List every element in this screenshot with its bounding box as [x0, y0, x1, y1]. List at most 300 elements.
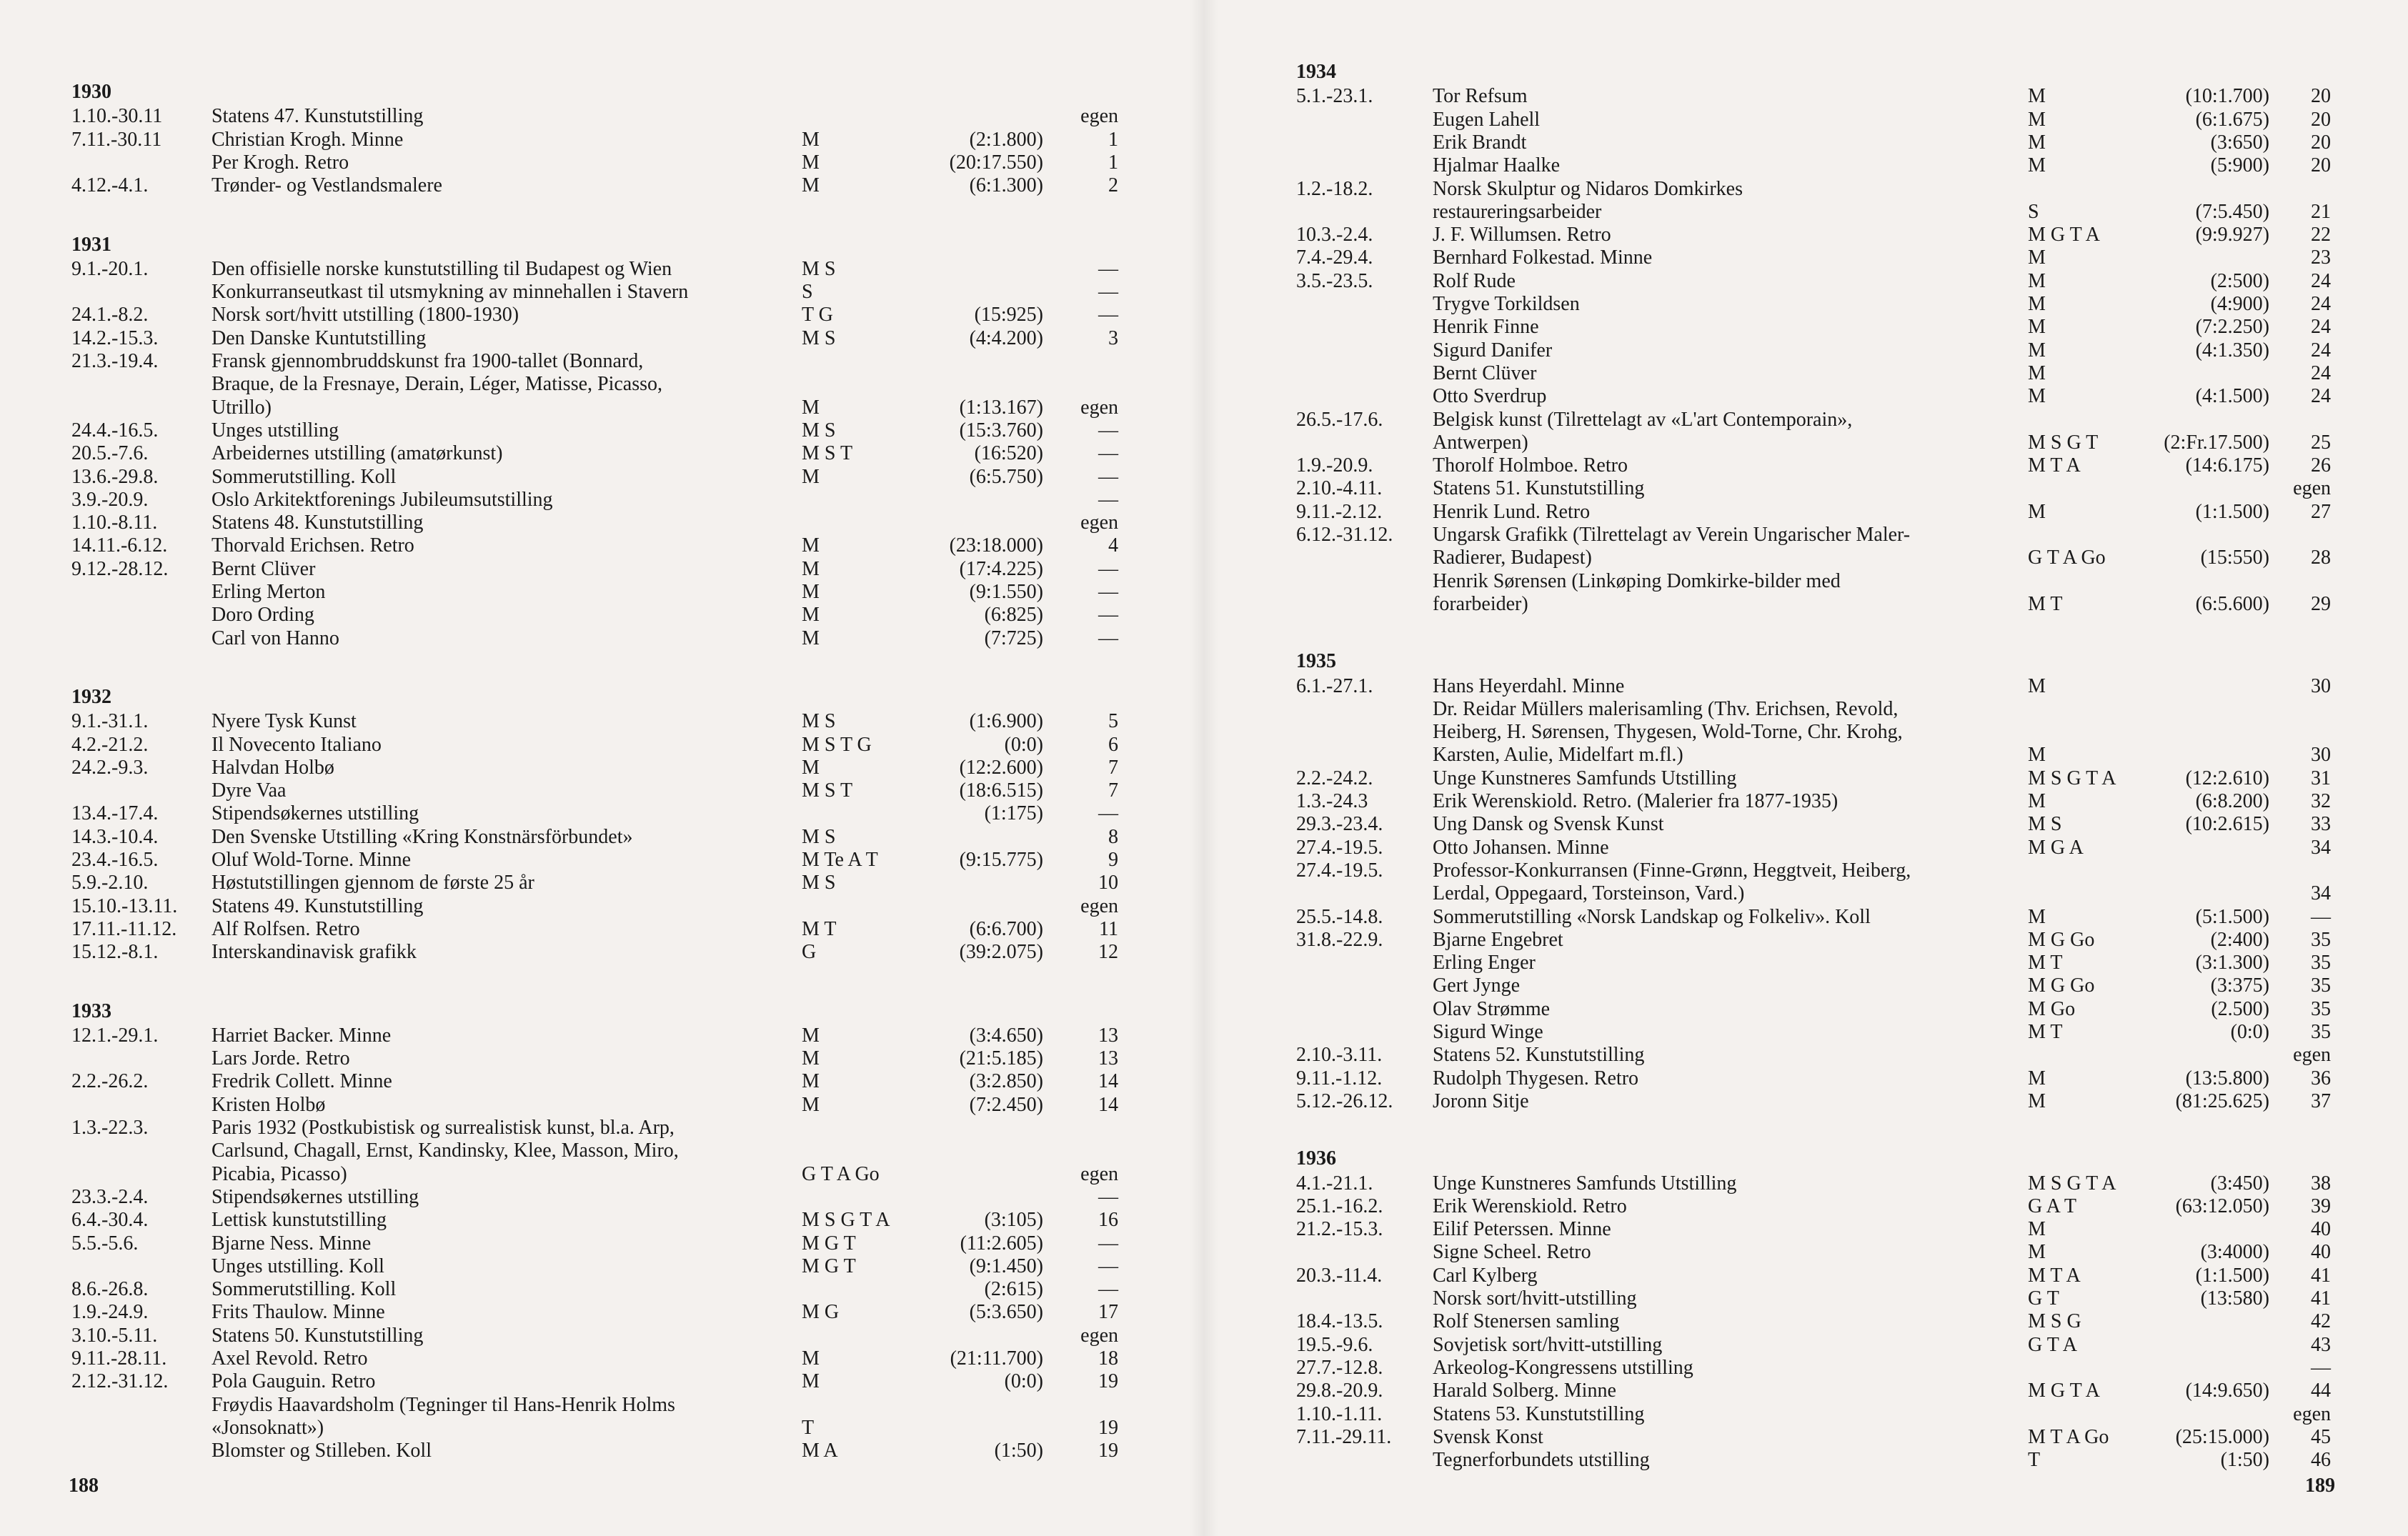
- right-page: [1204, 0, 2408, 1536]
- exhibition-dates: 5.9.-2.10.: [71, 872, 149, 894]
- media-codes: M G T: [802, 1232, 856, 1255]
- works-sold-count: (15:550): [2200, 547, 2269, 569]
- exhibition-dates: 7.11.-30.11: [71, 128, 162, 151]
- catalogue-ref: —: [2311, 1356, 2331, 1379]
- works-sold-count: (0:0): [1004, 733, 1043, 756]
- exhibition-title: Arkeolog-Kongressens utstilling: [1433, 1356, 1693, 1379]
- exhibition-title: Frits Thaulow. Minne: [212, 1301, 385, 1324]
- exhibition-dates: 19.5.-9.6.: [1296, 1333, 1373, 1356]
- exhibition-dates: 14.11.-6.12.: [71, 534, 168, 557]
- exhibition-dates: 10.3.-2.4.: [1296, 224, 1373, 246]
- exhibition-row: [0, 512, 1204, 534]
- catalogue-ref: 35: [2311, 997, 2331, 1020]
- catalogue-ref: 1: [1108, 151, 1118, 174]
- catalogue-ref: —: [1098, 442, 1118, 465]
- exhibition-title: Braque, de la Fresnaye, Derain, Léger, Matisse, Picasso,: [212, 373, 663, 396]
- exhibition-title: Statens 51. Kunstutstilling: [1433, 477, 1645, 500]
- exhibition-dates: 25.1.-16.2.: [1296, 1195, 1383, 1217]
- works-sold-count: (7:2.450): [969, 1093, 1043, 1116]
- works-sold-count: (3:4000): [2200, 1241, 2269, 1264]
- media-codes: M Te A T: [802, 849, 878, 871]
- exhibition-row: [0, 304, 1204, 326]
- media-codes: M S: [802, 872, 836, 894]
- exhibition-dates: 29.8.-20.9.: [1296, 1380, 1383, 1402]
- exhibition-title: Arbeidernes utstilling (amatørkunst): [212, 442, 503, 465]
- exhibition-title: forarbeider): [1433, 592, 1528, 615]
- works-sold-count: (3:105): [984, 1209, 1043, 1232]
- exhibition-title: Eugen Lahell: [1433, 108, 1541, 131]
- media-codes: M: [2028, 339, 2046, 361]
- exhibition-dates: 2.12.-31.12.: [71, 1370, 169, 1393]
- works-sold-count: (6:5.600): [2195, 592, 2269, 615]
- exhibition-row: [1204, 570, 2408, 593]
- catalogue-ref: 7: [1108, 779, 1118, 802]
- exhibition-row: [1204, 998, 2408, 1021]
- catalogue-ref: 31: [2311, 767, 2331, 789]
- works-sold-count: (1:6.900): [969, 710, 1043, 733]
- exhibition-dates: 6.4.-30.4.: [71, 1209, 149, 1232]
- works-sold-count: (3:4.650): [969, 1024, 1043, 1047]
- exhibition-title: Nyere Tysk Kunst: [212, 710, 357, 733]
- exhibition-row: [1204, 1021, 2408, 1044]
- exhibition-title: Svensk Konst: [1433, 1425, 1543, 1448]
- exhibition-row: [0, 1094, 1204, 1117]
- exhibition-row: [0, 1209, 1204, 1232]
- exhibition-dates: 20.5.-7.6.: [71, 442, 149, 465]
- catalogue-ref: 18: [1098, 1347, 1118, 1370]
- works-sold-count: (14:9.650): [2185, 1380, 2269, 1402]
- works-sold-count: (10:1.700): [2185, 85, 2269, 108]
- exhibition-row: [1204, 1172, 2408, 1195]
- catalogue-ref: —: [1098, 1255, 1118, 1277]
- exhibition-row: [1204, 1426, 2408, 1449]
- works-sold-count: (9:1.450): [969, 1255, 1043, 1277]
- catalogue-ref: 3: [1108, 326, 1118, 349]
- exhibition-row: [0, 1325, 1204, 1347]
- exhibition-title: Unges utstilling. Koll: [212, 1255, 384, 1277]
- catalogue-ref: 20: [2311, 85, 2331, 108]
- catalogue-ref: 24: [2311, 316, 2331, 339]
- media-codes: M G Go: [2028, 974, 2095, 997]
- exhibition-dates: 6.1.-27.1.: [1296, 674, 1373, 697]
- exhibition-title: Per Krogh. Retro: [212, 151, 349, 174]
- exhibition-dates: 13.6.-29.8.: [71, 465, 159, 488]
- exhibition-dates: 24.1.-8.2.: [71, 304, 149, 326]
- works-sold-count: (2:615): [984, 1278, 1043, 1301]
- exhibition-title: Unges utstilling: [212, 419, 339, 442]
- catalogue-ref: 34: [2311, 836, 2331, 859]
- catalogue-ref: —: [1098, 281, 1118, 304]
- catalogue-ref: —: [1098, 1232, 1118, 1255]
- exhibition-title: Henrik Sørensen (Linkøping Domkirke-bilder med: [1433, 569, 1841, 592]
- exhibition-dates: 5.1.-23.1.: [1296, 85, 1373, 108]
- catalogue-ref: 39: [2311, 1195, 2331, 1217]
- catalogue-ref: —: [1098, 488, 1118, 511]
- media-codes: M: [2028, 246, 2046, 269]
- media-codes: M: [2028, 269, 2046, 292]
- exhibition-row: [1204, 790, 2408, 813]
- media-codes: M S: [802, 710, 836, 733]
- media-codes: M: [802, 627, 820, 649]
- catalogue-ref: 10: [1098, 872, 1118, 894]
- media-codes: M: [802, 151, 820, 174]
- exhibition-title: Statens 47. Kunstutstilling: [212, 105, 424, 128]
- exhibition-row: [0, 442, 1204, 465]
- exhibition-row: [0, 918, 1204, 941]
- exhibition-row: [1204, 1380, 2408, 1402]
- catalogue-ref: egen: [1080, 1162, 1118, 1185]
- exhibition-row: [0, 779, 1204, 802]
- catalogue-ref: 38: [2311, 1172, 2331, 1195]
- catalogue-ref: 35: [2311, 952, 2331, 974]
- exhibition-row: [1204, 409, 2408, 432]
- media-codes: M: [802, 465, 820, 488]
- catalogue-ref: 46: [2311, 1449, 2331, 1472]
- year-heading: 1936: [1296, 1147, 1336, 1170]
- exhibition-dates: 9.1.-20.1.: [71, 257, 149, 280]
- works-sold-count: (1:50): [994, 1440, 1043, 1462]
- exhibition-title: Erik Werenskiold. Retro: [1433, 1195, 1627, 1217]
- exhibition-row: [1204, 1265, 2408, 1287]
- exhibition-row: [0, 1232, 1204, 1255]
- exhibition-title: Radierer, Budapest): [1433, 547, 1592, 569]
- exhibition-title: Statens 52. Kunstutstilling: [1433, 1044, 1645, 1067]
- exhibition-row: [1204, 1241, 2408, 1264]
- exhibition-title: Sigurd Winge: [1433, 1021, 1543, 1043]
- media-codes: M: [802, 604, 820, 627]
- media-codes: M S G: [2028, 1310, 2081, 1333]
- exhibition-dates: 4.2.-21.2.: [71, 733, 149, 756]
- works-sold-count: (21:11.700): [950, 1347, 1043, 1370]
- works-sold-count: (3:650): [2210, 131, 2269, 154]
- exhibition-dates: 1.10.-8.11.: [71, 512, 158, 534]
- exhibition-row: [0, 1255, 1204, 1278]
- catalogue-ref: 21: [2311, 200, 2331, 223]
- exhibition-row: [1204, 593, 2408, 616]
- catalogue-ref: egen: [2293, 1402, 2331, 1425]
- media-codes: M T A Go: [2028, 1425, 2109, 1448]
- exhibition-title: Oluf Wold-Torne. Minne: [212, 849, 412, 871]
- exhibition-title: Bernhard Folkestad. Minne: [1433, 246, 1653, 269]
- catalogue-ref: 41: [2311, 1264, 2331, 1287]
- exhibition-row: [0, 604, 1204, 627]
- exhibition-dates: 24.2.-9.3.: [71, 756, 149, 779]
- exhibition-row: [0, 849, 1204, 872]
- exhibition-title: Erling Enger: [1433, 952, 1536, 974]
- exhibition-title: Carl Kylberg: [1433, 1264, 1538, 1287]
- works-sold-count: (1:1.500): [2195, 1264, 2269, 1287]
- exhibition-row: [1204, 477, 2408, 500]
- year-heading: 1934: [1296, 61, 1336, 83]
- exhibition-row: [1204, 767, 2408, 790]
- exhibition-dates: 29.3.-23.4.: [1296, 813, 1383, 836]
- exhibition-title: Kristen Holbø: [212, 1093, 326, 1116]
- works-sold-count: (4:4.200): [969, 326, 1043, 349]
- catalogue-ref: 40: [2311, 1241, 2331, 1264]
- media-codes: M: [802, 396, 820, 419]
- exhibition-row: [1204, 974, 2408, 997]
- exhibition-title: Bernt Clüver: [1433, 361, 1537, 384]
- exhibition-title: Oslo Arkitektforenings Jubileumsutstilling: [212, 488, 553, 511]
- media-codes: G: [802, 941, 817, 964]
- media-codes: M S G T A: [802, 1209, 890, 1232]
- catalogue-ref: 30: [2311, 674, 2331, 697]
- exhibition-title: «Jonsoknatt»): [212, 1416, 324, 1439]
- catalogue-ref: 20: [2311, 108, 2331, 131]
- exhibition-title: Christian Krogh. Minne: [212, 128, 404, 151]
- media-codes: T: [2028, 1449, 2041, 1472]
- exhibition-row: [1204, 837, 2408, 859]
- exhibition-row: [0, 1301, 1204, 1324]
- exhibition-dates: 17.11.-11.12.: [71, 917, 177, 940]
- catalogue-ref: egen: [1080, 894, 1118, 917]
- media-codes: M: [2028, 674, 2046, 697]
- exhibition-row: [0, 757, 1204, 779]
- exhibition-row: [0, 1139, 1204, 1162]
- exhibition-dates: 4.12.-4.1.: [71, 174, 149, 197]
- exhibition-title: Erling Merton: [212, 581, 326, 603]
- works-sold-count: (5:3.650): [969, 1301, 1043, 1324]
- exhibition-row: [1204, 1403, 2408, 1426]
- media-codes: M: [2028, 905, 2046, 928]
- catalogue-ref: —: [1098, 257, 1118, 280]
- catalogue-ref: egen: [1080, 396, 1118, 419]
- media-codes: M: [2028, 1089, 2046, 1112]
- exhibition-title: Sigurd Danifer: [1433, 339, 1553, 361]
- exhibition-dates: 1.9.-24.9.: [71, 1301, 149, 1324]
- works-sold-count: (6:1.300): [969, 174, 1043, 197]
- works-sold-count: (18:6.515): [959, 779, 1043, 802]
- exhibition-row: [0, 397, 1204, 419]
- works-sold-count: (13:580): [2200, 1287, 2269, 1310]
- media-codes: M: [802, 534, 820, 557]
- page-number-left: 188: [69, 1475, 99, 1497]
- catalogue-ref: 37: [2311, 1089, 2331, 1112]
- exhibition-dates: 27.4.-19.5.: [1296, 836, 1383, 859]
- media-codes: G A T: [2028, 1195, 2076, 1217]
- media-codes: M S: [2028, 813, 2062, 836]
- exhibition-dates: 23.4.-16.5.: [71, 849, 159, 871]
- exhibition-dates: 7.11.-29.11.: [1296, 1425, 1392, 1448]
- exhibition-dates: 14.2.-15.3.: [71, 326, 159, 349]
- exhibition-title: J. F. Willumsen. Retro: [1433, 224, 1611, 246]
- exhibition-title: Tegnerforbundets utstilling: [1433, 1449, 1650, 1472]
- exhibition-row: [0, 419, 1204, 442]
- works-sold-count: (2:1.800): [969, 128, 1043, 151]
- catalogue-ref: 24: [2311, 269, 2331, 292]
- exhibition-row: [0, 151, 1204, 174]
- catalogue-ref: 43: [2311, 1333, 2331, 1356]
- exhibition-title: Norsk Skulptur og Nidaros Domkirkes: [1433, 177, 1743, 200]
- works-sold-count: (63:12.050): [2175, 1195, 2269, 1217]
- exhibition-row: [1204, 1218, 2408, 1241]
- exhibition-dates: 3.5.-23.5.: [1296, 269, 1373, 292]
- exhibition-title: Rolf Rude: [1433, 269, 1516, 292]
- exhibition-title: Eilif Peterssen. Minne: [1433, 1218, 1611, 1241]
- media-codes: S: [802, 281, 813, 304]
- catalogue-ref: 20: [2311, 131, 2331, 154]
- exhibition-row: [1204, 952, 2408, 974]
- exhibition-title: Fransk gjennombruddskunst fra 1900-tallet (Bonnard,: [212, 350, 644, 372]
- media-codes: M G: [802, 1301, 840, 1324]
- exhibition-title: Thorolf Holmboe. Retro: [1433, 454, 1628, 477]
- media-codes: T G: [802, 304, 833, 326]
- catalogue-ref: 6: [1108, 733, 1118, 756]
- exhibition-title: Fredrik Collett. Minne: [212, 1070, 392, 1093]
- exhibition-row: [0, 534, 1204, 557]
- catalogue-ref: 13: [1098, 1047, 1118, 1070]
- exhibition-dates: 2.10.-4.11.: [1296, 477, 1383, 500]
- exhibition-title: Norsk sort/hvitt utstilling (1800-1930): [212, 304, 519, 326]
- exhibition-title: Ungarsk Grafikk (Tilrettelagt av Verein Ungarischer Maler-: [1433, 524, 1911, 546]
- media-codes: G T A Go: [802, 1162, 880, 1185]
- exhibition-title: Sommerutstilling. Koll: [212, 1278, 397, 1301]
- media-codes: M: [802, 174, 820, 197]
- exhibition-dates: 27.4.-19.5.: [1296, 859, 1383, 882]
- works-sold-count: (7:2.250): [2195, 316, 2269, 339]
- catalogue-ref: 24: [2311, 293, 2331, 315]
- exhibition-title: Unge Kunstneres Samfunds Utstilling: [1433, 767, 1737, 789]
- catalogue-ref: egen: [1080, 512, 1118, 534]
- works-sold-count: (6:5.750): [969, 465, 1043, 488]
- catalogue-ref: —: [1098, 627, 1118, 649]
- exhibition-title: Bernt Clüver: [212, 557, 316, 580]
- exhibition-row: [1204, 454, 2408, 477]
- media-codes: M G T A: [2028, 1380, 2100, 1402]
- exhibition-title: Karsten, Aulie, Midelfart m.fl.): [1433, 744, 1683, 767]
- exhibition-row: [0, 105, 1204, 128]
- media-codes: M: [802, 581, 820, 603]
- exhibition-row: [0, 1394, 1204, 1417]
- media-codes: M G A: [2028, 836, 2084, 859]
- exhibition-row: [0, 1117, 1204, 1139]
- media-codes: M: [2028, 108, 2046, 131]
- media-codes: M S: [802, 419, 836, 442]
- exhibition-row: [1204, 385, 2408, 408]
- exhibition-row: [0, 895, 1204, 918]
- exhibition-title: Paris 1932 (Postkubistisk og surrealistisk kunst, bl.a. Arp,: [212, 1117, 675, 1139]
- media-codes: M S G T A: [2028, 1172, 2116, 1195]
- works-sold-count: (4:1.500): [2195, 385, 2269, 408]
- works-sold-count: (6:6.700): [969, 917, 1043, 940]
- exhibition-row: [0, 466, 1204, 489]
- exhibition-row: [1204, 154, 2408, 177]
- catalogue-ref: 45: [2311, 1425, 2331, 1448]
- works-sold-count: (2:Fr.17.500): [2164, 431, 2269, 454]
- exhibition-title: Statens 50. Kunstutstilling: [212, 1324, 424, 1347]
- year-heading: 1931: [71, 233, 111, 256]
- media-codes: M: [2028, 1218, 2046, 1241]
- media-codes: M: [802, 1024, 820, 1047]
- exhibition-dates: 8.6.-26.8.: [71, 1278, 149, 1301]
- exhibition-dates: 6.12.-31.12.: [1296, 524, 1393, 546]
- exhibition-row: [1204, 85, 2408, 108]
- exhibition-title: Erik Werenskiold. Retro. (Malerier fra 1877-1935): [1433, 790, 1839, 812]
- media-codes: M Go: [2028, 997, 2076, 1020]
- media-codes: T: [802, 1416, 815, 1439]
- works-sold-count: (2:400): [2210, 928, 2269, 951]
- media-codes: M T: [2028, 1021, 2063, 1043]
- works-sold-count: (2:500): [2210, 269, 2269, 292]
- exhibition-title: Doro Ording: [212, 604, 314, 627]
- exhibition-dates: 15.12.-8.1.: [71, 941, 159, 964]
- exhibition-title: Thorvald Erichsen. Retro: [212, 534, 414, 557]
- works-sold-count: (5:900): [2210, 154, 2269, 177]
- works-sold-count: (17:4.225): [959, 557, 1043, 580]
- exhibition-row: [1204, 1334, 2408, 1357]
- catalogue-ref: 13: [1098, 1024, 1118, 1047]
- exhibition-title: Blomster og Stilleben. Koll: [212, 1440, 432, 1462]
- exhibition-title: Dr. Reidar Müllers malerisamling (Thv. Erichsen, Revold,: [1433, 697, 1899, 720]
- media-codes: M S T: [802, 779, 853, 802]
- exhibition-dates: 1.10.-30.11: [71, 105, 163, 128]
- exhibition-dates: 9.12.-28.12.: [71, 557, 169, 580]
- exhibition-title: Henrik Finne: [1433, 316, 1539, 339]
- exhibition-row: [0, 489, 1204, 512]
- catalogue-ref: 12: [1098, 941, 1118, 964]
- catalogue-ref: 35: [2311, 1021, 2331, 1043]
- media-codes: M: [2028, 316, 2046, 339]
- exhibition-row: [0, 872, 1204, 894]
- exhibition-title: Carl von Hanno: [212, 627, 339, 649]
- exhibition-row: [0, 1278, 1204, 1301]
- catalogue-ref: —: [1098, 419, 1118, 442]
- media-codes: M G T: [802, 1255, 856, 1277]
- works-sold-count: (12:2.600): [959, 756, 1043, 779]
- exhibition-dates: 13.4.-17.4.: [71, 802, 159, 825]
- exhibition-row: [0, 1440, 1204, 1462]
- exhibition-title: Rolf Stenersen samling: [1433, 1310, 1620, 1333]
- exhibition-title: Norsk sort/hvitt-utstilling: [1433, 1287, 1637, 1310]
- exhibition-dates: 20.3.-11.4.: [1296, 1264, 1383, 1287]
- catalogue-ref: 30: [2311, 744, 2331, 767]
- works-sold-count: (3:450): [2210, 1172, 2269, 1195]
- media-codes: M S G T A: [2028, 767, 2116, 789]
- exhibition-title: Ung Dansk og Svensk Kunst: [1433, 813, 1664, 836]
- catalogue-ref: 4: [1108, 534, 1118, 557]
- exhibition-title: Picabia, Picasso): [212, 1162, 347, 1185]
- catalogue-ref: 14: [1098, 1093, 1118, 1116]
- exhibition-dates: 4.1.-21.1.: [1296, 1172, 1373, 1195]
- catalogue-ref: 33: [2311, 813, 2331, 836]
- catalogue-ref: egen: [1080, 105, 1118, 128]
- exhibition-row: [0, 129, 1204, 151]
- exhibition-row: [0, 1417, 1204, 1440]
- catalogue-ref: 9: [1108, 849, 1118, 871]
- exhibition-row: [0, 1070, 1204, 1093]
- catalogue-ref: 22: [2311, 224, 2331, 246]
- exhibition-title: restaureringsarbeider: [1433, 200, 1602, 223]
- exhibition-title: Frøydis Haavardsholm (Tegninger til Hans-Henrik Holms: [212, 1393, 675, 1416]
- media-codes: M S T: [802, 442, 853, 465]
- catalogue-ref: 1: [1108, 128, 1118, 151]
- exhibition-title: Lerdal, Oppegaard, Torsteinson, Vard.): [1433, 882, 1745, 905]
- exhibition-title: Lars Jorde. Retro: [212, 1047, 350, 1070]
- exhibition-title: Rudolph Thygesen. Retro: [1433, 1067, 1639, 1089]
- catalogue-ref: 24: [2311, 385, 2331, 408]
- media-codes: M T: [2028, 952, 2063, 974]
- exhibition-title: Antwerpen): [1433, 431, 1528, 454]
- media-codes: M: [2028, 293, 2046, 315]
- works-sold-count: (3:1.300): [2195, 952, 2269, 974]
- exhibition-row: [1204, 744, 2408, 767]
- catalogue-ref: 35: [2311, 928, 2331, 951]
- exhibition-row: [0, 1163, 1204, 1186]
- exhibition-title: Sommerutstilling. Koll: [212, 465, 397, 488]
- exhibition-dates: 3.9.-20.9.: [71, 488, 149, 511]
- exhibition-row: [0, 581, 1204, 604]
- exhibition-row: [1204, 675, 2408, 698]
